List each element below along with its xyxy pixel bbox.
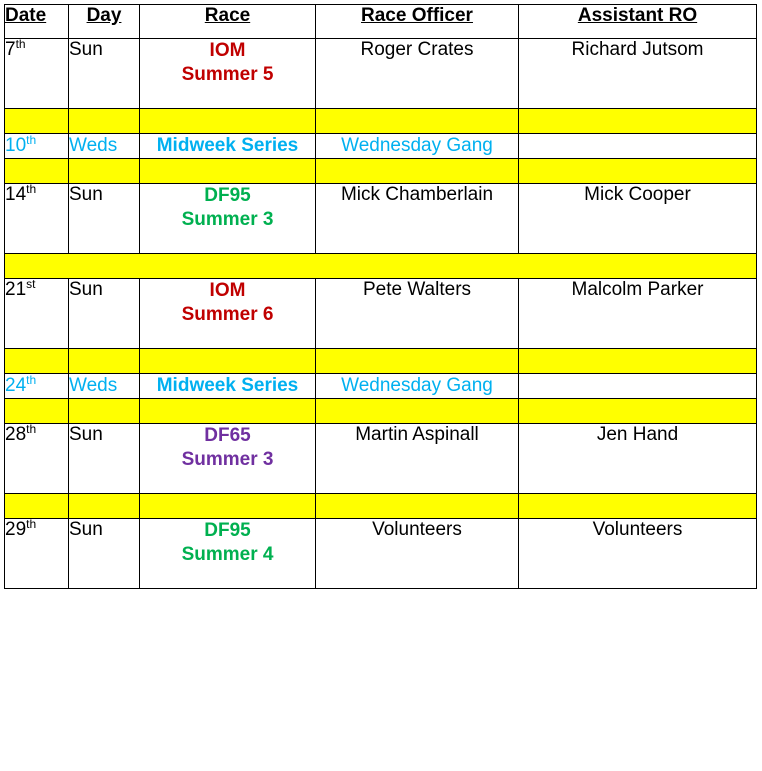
header-assistant-ro: Assistant RO — [519, 5, 757, 39]
race-series: Summer 3 — [181, 449, 274, 470]
table-row — [5, 134, 757, 159]
race-officer-cell: Roger Crates — [316, 39, 519, 109]
race-officer-cell: Wednesday Gang — [316, 134, 519, 159]
day-cell: Sun — [69, 184, 140, 254]
race-series: Summer 6 — [181, 304, 274, 325]
date-cell: 10th — [5, 134, 69, 159]
day-cell: Sun — [69, 279, 140, 349]
header-row — [5, 5, 757, 39]
day-cell: Weds — [69, 134, 140, 159]
race-officer-cell: Pete Walters — [316, 279, 519, 349]
date-cell: 28th — [5, 424, 69, 494]
day-cell: Weds — [69, 374, 140, 399]
race-rota-table — [4, 4, 757, 589]
assistant-ro-cell: Malcolm Parker — [519, 279, 757, 349]
spacer-row — [5, 254, 757, 279]
race-series: Summer 4 — [181, 544, 274, 565]
table-row — [5, 184, 757, 254]
header-day: Day — [69, 5, 140, 39]
race-officer-cell: Volunteers — [316, 519, 519, 589]
header-race-officer: Race Officer — [316, 5, 519, 39]
race-series: Summer 5 — [181, 64, 274, 85]
spacer-row — [5, 109, 757, 134]
spacer-row — [5, 494, 757, 519]
race-cell: Midweek Series — [140, 134, 316, 159]
date-cell: 7th — [5, 39, 69, 109]
assistant-ro-cell: Richard Jutsom — [519, 39, 757, 109]
spacer-row — [5, 349, 757, 374]
race-cell — [140, 184, 316, 254]
race-class: DF95 — [204, 185, 251, 206]
header-date: Date — [5, 5, 69, 39]
spacer-row — [5, 159, 757, 184]
race-cell — [140, 279, 316, 349]
assistant-ro-cell: Volunteers — [519, 519, 757, 589]
race-cell — [140, 39, 316, 109]
header-race: Race — [140, 5, 316, 39]
assistant-ro-cell — [519, 134, 757, 159]
race-officer-cell: Wednesday Gang — [316, 374, 519, 399]
table-row — [5, 424, 757, 494]
assistant-ro-cell — [519, 374, 757, 399]
day-cell: Sun — [69, 424, 140, 494]
table-row — [5, 519, 757, 589]
table-row — [5, 39, 757, 109]
race-class: IOM — [209, 40, 246, 61]
date-cell: 21st — [5, 279, 69, 349]
date-cell: 24th — [5, 374, 69, 399]
race-cell: Midweek Series — [140, 374, 316, 399]
assistant-ro-cell: Jen Hand — [519, 424, 757, 494]
race-class: DF95 — [204, 520, 251, 541]
race-cell — [140, 519, 316, 589]
table-row — [5, 279, 757, 349]
race-class: IOM — [209, 280, 246, 301]
race-series: Summer 3 — [181, 209, 274, 230]
table-row — [5, 374, 757, 399]
spacer-row — [5, 399, 757, 424]
assistant-ro-cell: Mick Cooper — [519, 184, 757, 254]
day-cell: Sun — [69, 519, 140, 589]
date-cell: 29th — [5, 519, 69, 589]
race-cell — [140, 424, 316, 494]
date-cell: 14th — [5, 184, 69, 254]
day-cell: Sun — [69, 39, 140, 109]
race-officer-cell: Martin Aspinall — [316, 424, 519, 494]
race-officer-cell: Mick Chamberlain — [316, 184, 519, 254]
race-class: DF65 — [204, 425, 251, 446]
